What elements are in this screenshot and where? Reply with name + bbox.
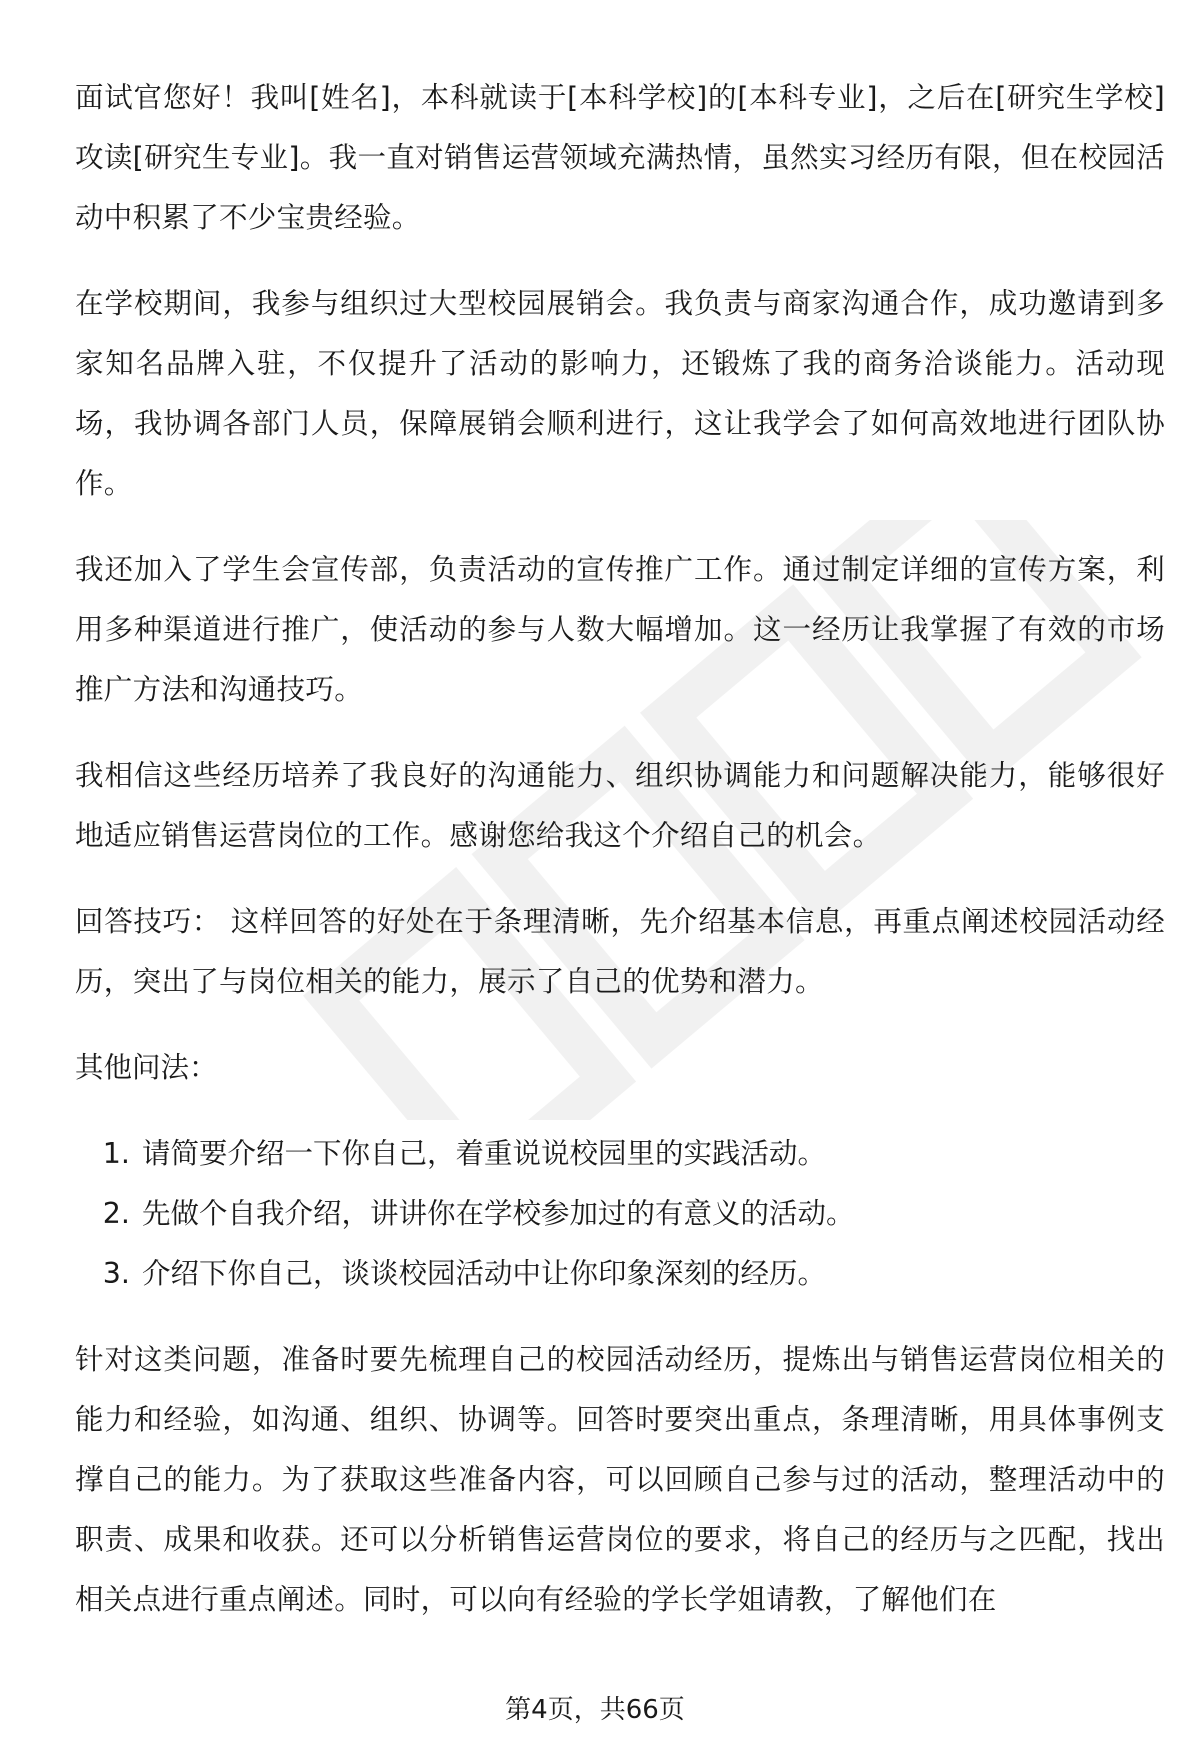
list-item-number: 3. — [102, 1257, 130, 1290]
list-item-text: 介绍下你自己，谈谈校园活动中让你印象深刻的经历。 — [142, 1257, 827, 1290]
page-number-footer: 第4页，共66页 — [505, 1695, 685, 1725]
conclusion-paragraph: 我相信这些经历培养了我良好的沟通能力、组织协调能力和问题解决能力，能够很好地适应销售运营岗位的工作。感谢您给我这个介绍自己的机会。 — [75, 759, 1165, 852]
list-item — [75, 1124, 1165, 1184]
campus-fair-paragraph: 在学校期间，我参与组织过大型校园展销会。我负责与商家沟通合作，成功邀请到多家知名品牌入驻，不仅提升了活动的影响力，还锻炼了我的商务洽谈能力。活动现场，我协调各部门人员，保障展销会顺利进行，这让我学会了如何高效地进行团队协作。 — [75, 287, 1165, 500]
list-item-text: 请简要介绍一下你自己，着重说说校园里的实践活动。 — [142, 1137, 827, 1170]
list-item — [75, 1184, 1165, 1244]
list-item-text: 先做个自我介绍，讲讲你在学校参加过的有意义的活动。 — [142, 1197, 855, 1230]
list-item — [75, 1244, 1165, 1304]
other-questions-list — [75, 1124, 1165, 1304]
other-questions-label: 其他问法： — [75, 1051, 218, 1084]
answer-tips-paragraph: 回答技巧： 这样回答的好处在于条理清晰，先介绍基本信息，再重点阐述校园活动经历，突出了与岗位相关的能力，展示了自己的优势和潜力。 — [75, 905, 1165, 998]
document-page — [75, 68, 1165, 1656]
intro-paragraph: 面试官您好！我叫[姓名]，本科就读于[本科学校]的[本科专业]，之后在[研究生学校]攻读[研究生专业]。我一直对销售运营领域充满热情，虽然实习经历有限，但在校园活动中积累了不少宝贵经验。 — [75, 81, 1165, 234]
student-union-paragraph: 我还加入了学生会宣传部，负责活动的宣传推广工作。通过制定详细的宣传方案，利用多种渠道进行推广，使活动的参与人数大幅增加。这一经历让我掌握了有效的市场推广方法和沟通技巧。 — [75, 553, 1165, 706]
list-item-number: 2. — [102, 1197, 130, 1230]
list-item-number: 1. — [102, 1137, 130, 1170]
preparation-paragraph: 针对这类问题，准备时要先梳理自己的校园活动经历，提炼出与销售运营岗位相关的能力和经验，如沟通、组织、协调等。回答时要突出重点，条理清晰，用具体事例支撑自己的能力。为了获取这些准备内容，可以回顾自己参与过的活动，整理活动中的职责、成果和收获。还可以分析销售运营岗位的要求，将自己的经历与之匹配，找出相关点进行重点阐述。同时，可以向有经验的学长学姐请教，了解他们在 — [75, 1343, 1165, 1616]
